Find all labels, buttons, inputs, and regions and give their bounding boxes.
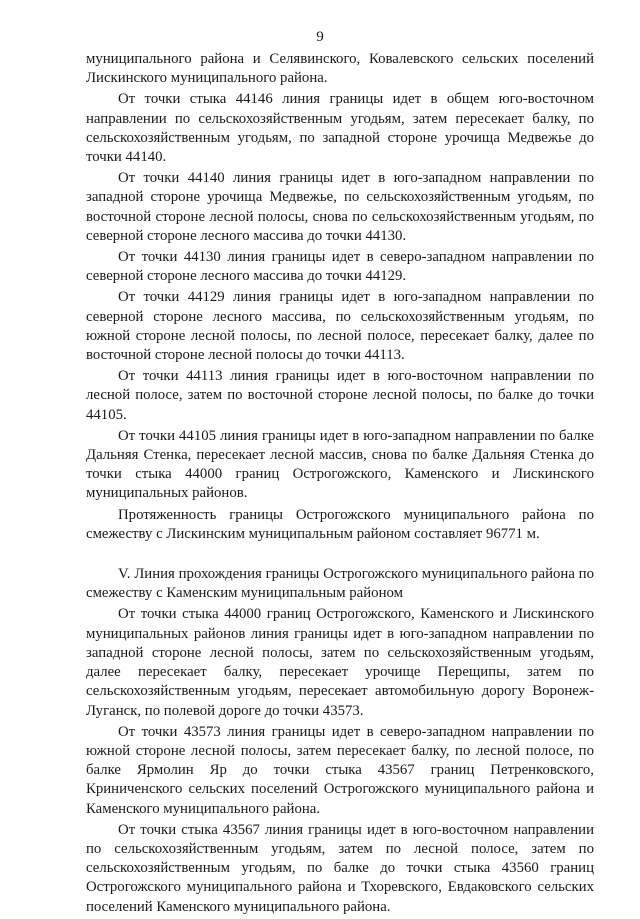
paragraph-44130: От точки 44130 линия границы идет в северо-западном направлении по северной стороне лесного массива до точки 44129. (86, 249, 594, 285)
paragraph-continuation: муниципального района и Селявинского, Ковалевского сельских поселений Лискинского муниципального района. (86, 51, 594, 87)
paragraph-44140: От точки 44140 линия границы идет в юго-западном направлении по западной стороне урочища Медвежье, по сельскохозяйственным угодьям, по восточной стороне лесной полосы, снова по сельскохозяйственным угодьям, по северной стороне лесного массива до точки 44130. (86, 170, 594, 244)
section-title: V. Линия прохождения границы Острогожского муниципального района по смежеству с Каменским муниципальным районом (86, 566, 594, 602)
paragraph-44113: От точки 44113 линия границы идет в юго-восточном направлении по лесной полосе, затем по восточной стороне лесной полосы, по балке до точки 44105. (86, 368, 594, 423)
paragraph-length-total: Протяженность границы Острогожского муниципального района по смежеству с Лискинским муниципальным районом составляет 96771 м. (86, 506, 594, 542)
paragraph-44105: От точки 44105 линия границы идет в юго-западном направлении по балке Дальняя Стенка, пересекает лесной массив, снова по балке Дальняя Стенка до точки стыка 44000 границ Острогожского, Каменского и Лискинского муниципальных районов. (86, 427, 594, 502)
section-paragraph-43573: От точки 43573 линия границы идет в северо-западном направлении по южной стороне лесной полосы, затем пересекает балку, по лесной полосе, по балке Ярмолин Яр до точки стыка 43567 границ Петренковского, Криниченского сельских поселений Острогожского муниципального района и Каменского муниципального района. (86, 723, 594, 817)
paragraph-44129: От точки 44129 линия границы идет в юго-западном направлении по северной стороне лесного массива, по сельскохозяйственным угодьям, по южной стороне лесной полосы, по лесной полосе, пересекает балку, далее по восточной стороне лесной полосы до точки 44113. (86, 289, 594, 364)
section-paragraph-44000: От точки стыка 44000 границ Острогожского, Каменского и Лискинского муниципальных районов линия границы идет в юго-западном направлении по западной стороне лесной полосы, затем по сельскохозяйственным угодьям, далее пересекает балку, пересекает урочище Перещипы, затем по сельскохозяйственным угодьям, пересекает автомобильную дорогу Воронеж-Луганск, по полевой дороге до точки 43573. (86, 606, 594, 719)
page-number: 9 (316, 29, 324, 45)
section-paragraph-43567: От точки стыка 43567 линия границы идет в юго-восточном направлении по сельскохозяйственным угодьям, затем по лесной полосе, затем по сельскохозяйственным угодьям, по балке до точки стыка 43560 границ Острогожского муниципального района и Тхоревского, Евдаковского сельских поселений Каменского муниципального района. (86, 821, 594, 915)
paragraph-44146: От точки стыка 44146 линия границы идет в общем юго-восточном направлении по сельскохозяйственным угодьям, затем пересекает балку, по сельскохозяйственным угодьям, по западной стороне урочища Медвежье до точки 44140. (86, 91, 594, 166)
document-body (86, 50, 594, 919)
